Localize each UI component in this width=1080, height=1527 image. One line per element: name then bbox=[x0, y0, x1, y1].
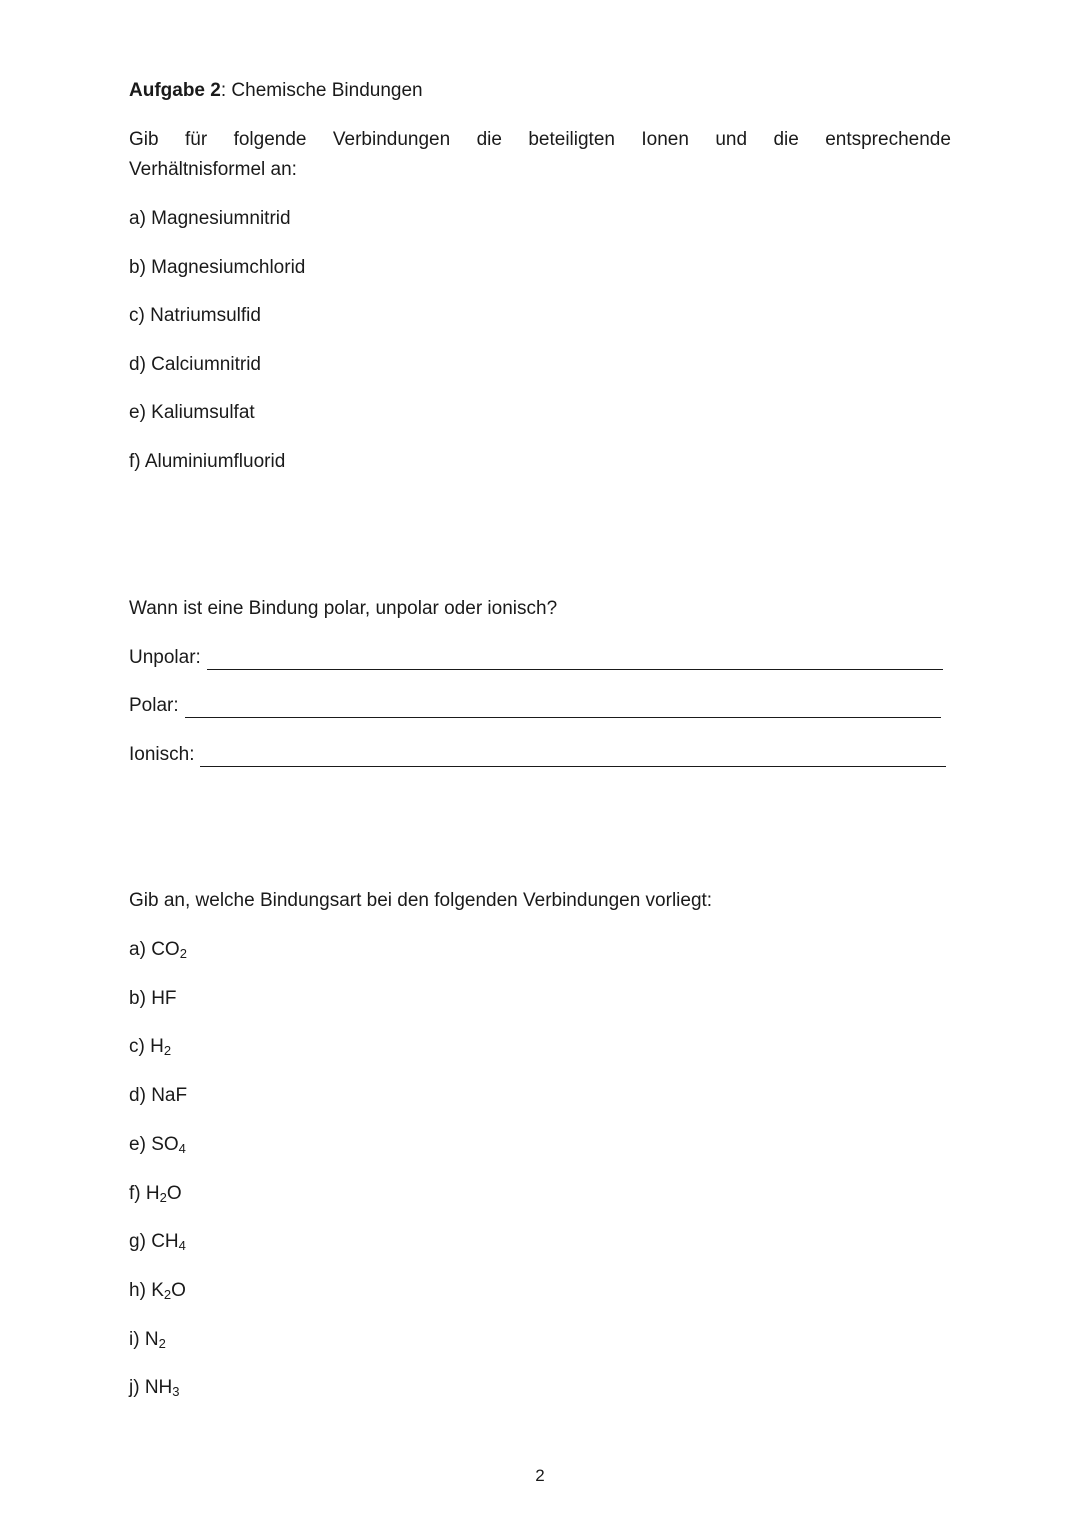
compound-item: c) Natriumsulfid bbox=[129, 305, 261, 326]
answer-blank-unpolar[interactable] bbox=[207, 649, 943, 670]
instruction-word: die bbox=[773, 129, 799, 150]
formula-item bbox=[129, 1328, 166, 1352]
instruction-word: und bbox=[715, 129, 748, 150]
section2-question: Wann ist eine Bindung polar, unpolar oder ionisch? bbox=[129, 598, 558, 619]
instruction-word: entsprechende bbox=[825, 129, 951, 150]
formula-item bbox=[129, 987, 177, 1011]
formula-subscript: 2 bbox=[163, 1287, 172, 1302]
formula-item bbox=[129, 1133, 186, 1157]
compound-item: a) Magnesiumnitrid bbox=[129, 208, 291, 229]
task-heading-title: : Chemische Bindungen bbox=[220, 80, 423, 101]
section3-question: Gib an, welche Bindungsart bei den folgenden Verbindungen vorliegt: bbox=[129, 890, 713, 911]
instruction-word: Ionen bbox=[641, 129, 689, 150]
formula-prefix: h) bbox=[129, 1280, 152, 1301]
formula-item bbox=[129, 1035, 171, 1059]
formula-text: CH bbox=[151, 1231, 179, 1252]
formula-text: NH bbox=[144, 1377, 173, 1398]
formula-item bbox=[129, 938, 187, 962]
formula-item bbox=[129, 1279, 186, 1303]
formula-prefix: f) bbox=[129, 1183, 146, 1204]
formula-prefix: c) bbox=[129, 1036, 151, 1057]
formula-text: CO bbox=[151, 939, 180, 960]
formula-subscript: 2 bbox=[158, 1336, 166, 1351]
formula-text: K bbox=[151, 1280, 164, 1301]
formula-text: O bbox=[171, 1280, 186, 1301]
formula-prefix: e) bbox=[129, 1134, 152, 1155]
formula-subscript: 4 bbox=[178, 1238, 186, 1253]
formula-subscript: 4 bbox=[178, 1141, 186, 1156]
instruction-word: Gib bbox=[129, 129, 159, 150]
formula-prefix: j) bbox=[129, 1377, 145, 1398]
answer-blank-polar[interactable] bbox=[185, 697, 941, 718]
section1-instruction-line2: Verhältnisformel an: bbox=[129, 159, 297, 180]
compound-item: d) Calciumnitrid bbox=[129, 354, 261, 375]
formula-item bbox=[129, 1230, 186, 1254]
formula-prefix: a) bbox=[129, 939, 152, 960]
formula-prefix: g) bbox=[129, 1231, 152, 1252]
formula-text: HF bbox=[151, 988, 177, 1009]
answer-label: Ionisch: bbox=[129, 744, 195, 765]
task-heading-bold: Aufgabe 2 bbox=[129, 80, 221, 101]
formula-prefix: b) bbox=[129, 988, 152, 1009]
formula-item bbox=[129, 1376, 180, 1400]
answer-row-unpolar bbox=[129, 646, 943, 670]
formula-text: H bbox=[145, 1183, 160, 1204]
formula-text: SO bbox=[151, 1134, 179, 1155]
formula-prefix: i) bbox=[129, 1329, 145, 1350]
formula-subscript: 3 bbox=[172, 1384, 180, 1399]
task-heading bbox=[129, 79, 423, 103]
instruction-word: für bbox=[184, 129, 208, 150]
answer-label: Unpolar: bbox=[129, 647, 201, 668]
instruction-word: Verbindungen bbox=[332, 129, 451, 150]
compound-item: b) Magnesiumchlorid bbox=[129, 257, 306, 278]
formula-text: N bbox=[144, 1329, 159, 1350]
formula-subscript: 2 bbox=[163, 1043, 172, 1058]
page-number: 2 bbox=[535, 1466, 545, 1485]
formula-text: O bbox=[166, 1183, 182, 1204]
formula-prefix: d) bbox=[129, 1085, 152, 1106]
formula-subscript: 2 bbox=[159, 1190, 167, 1205]
answer-label: Polar: bbox=[129, 695, 179, 716]
section1-instruction-line1 bbox=[129, 128, 951, 152]
formula-text: H bbox=[150, 1036, 164, 1057]
formula-item bbox=[129, 1084, 187, 1108]
compound-item: f) Aluminiumfluorid bbox=[129, 451, 286, 472]
instruction-word: beteiligten bbox=[528, 129, 615, 150]
answer-row-ionisch bbox=[129, 743, 946, 767]
answer-blank-ionisch[interactable] bbox=[200, 746, 946, 767]
compound-item: e) Kaliumsulfat bbox=[129, 402, 255, 423]
instruction-word: folgende bbox=[233, 129, 307, 150]
formula-text: NaF bbox=[151, 1085, 188, 1106]
formula-subscript: 2 bbox=[179, 946, 187, 961]
formula-item bbox=[129, 1182, 182, 1206]
instruction-word: die bbox=[476, 129, 502, 150]
answer-row-polar bbox=[129, 694, 941, 718]
